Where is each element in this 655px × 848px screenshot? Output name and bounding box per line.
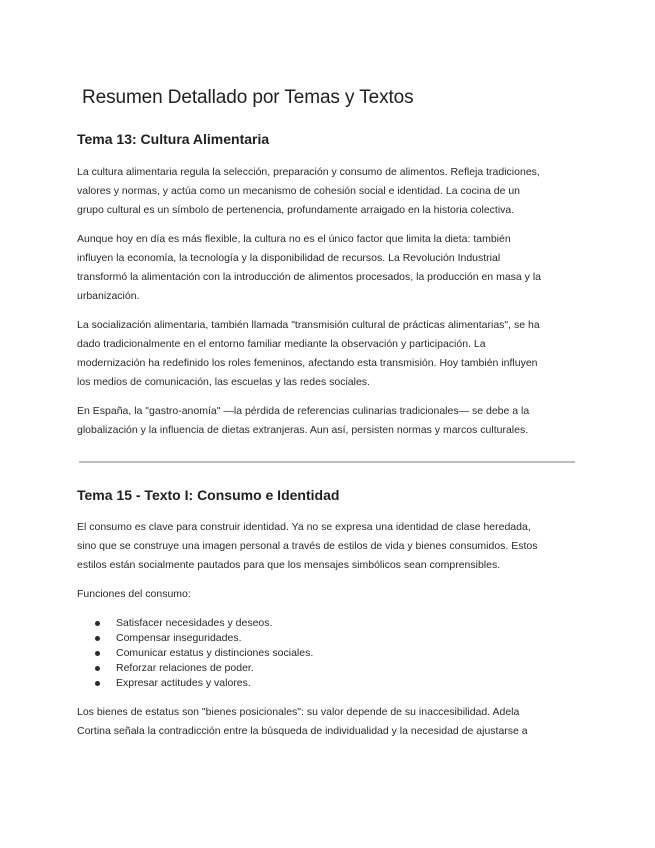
bullet-icon (95, 666, 100, 671)
paragraph-line: Los bienes de estatus son "bienes posicionales": su valor depende de su inaccesibilidad. Adela (77, 706, 520, 718)
paragraph-line: dado tradicionalmente en el entorno familiar mediante la observación y participación. La (77, 338, 486, 350)
paragraph-line: El consumo es clave para construir identidad. Ya no se expresa una identidad de clase heredada, (77, 521, 531, 533)
paragraph (77, 402, 577, 440)
paragraph-line: valores y normas, y actúa como un mecanismo de cohesión social e identidad. La cocina de un (77, 185, 520, 197)
paragraph-line: La socialización alimentaria, también llamada "transmisión cultural de prácticas alimentarias", se ha (77, 319, 540, 331)
paragraph-line: transformó la alimentación con la introducción de alimentos procesados, la producción en masa y la (77, 271, 541, 283)
bullet-icon (95, 681, 100, 686)
paragraph-line: La cultura alimentaria regula la selección, preparación y consumo de alimentos. Refleja tradiciones, (77, 166, 540, 178)
paragraph (77, 163, 577, 220)
bullet-icon (95, 651, 100, 656)
section-divider (79, 461, 575, 463)
paragraph-line: modernización ha redefinido los roles femeninos, afectando esta transmisión. Hoy también influyen (77, 357, 538, 369)
list-item-text: Compensar inseguridades. (116, 632, 242, 644)
list-item-text: Reforzar relaciones de poder. (116, 662, 254, 674)
paragraph-line: sino que se construye una imagen personal a través de estilos de vida y bienes consumidos. Estos (77, 540, 538, 552)
paragraph-line: Funciones del consumo: (77, 588, 191, 600)
section-heading-tema-13: Tema 13: Cultura Alimentaria (77, 131, 270, 147)
document-title: Resumen Detallado por Temas y Textos (82, 87, 414, 108)
paragraph (77, 585, 577, 604)
bullet-icon (95, 621, 100, 626)
list-item-text: Satisfacer necesidades y deseos. (116, 617, 273, 629)
paragraph-line: urbanización. (77, 290, 140, 302)
paragraph-line: grupo cultural es un símbolo de pertenencia, profundamente arraigado en la historia colectiva. (77, 204, 515, 216)
paragraph (77, 703, 577, 741)
paragraph-line: Cortina señala la contradicción entre la búsqueda de individualidad y la necesidad de ajustarse a (77, 725, 528, 737)
paragraph-line: globalización y la influencia de dietas extranjeras. Aun así, persisten normas y marcos culturales. (77, 424, 529, 436)
paragraph (77, 316, 577, 392)
list-item-text: Expresar actitudes y valores. (116, 677, 251, 689)
paragraph-line: los medios de comunicación, las escuelas y las redes sociales. (77, 376, 370, 388)
paragraph-line: Aunque hoy en día es más flexible, la cultura no es el único factor que limita la dieta: también (77, 233, 511, 245)
paragraph-line: influyen la economía, la tecnología y la disponibilidad de recursos. La Revolución Industrial (77, 252, 501, 264)
paragraph-line: En España, la "gastro-anomía" —la pérdida de referencias culinarias tradicionales— se debe a la (77, 405, 530, 417)
paragraph (77, 230, 577, 306)
paragraph-line: estilos están socialmente pautados para que los mensajes simbólicos sean comprensibles. (77, 559, 501, 571)
bullet-icon (95, 636, 100, 641)
section-heading-tema-15: Tema 15 - Texto I: Consumo e Identidad (77, 487, 340, 503)
paragraph (77, 518, 577, 575)
list-item-text: Comunicar estatus y distinciones sociales. (116, 647, 314, 659)
